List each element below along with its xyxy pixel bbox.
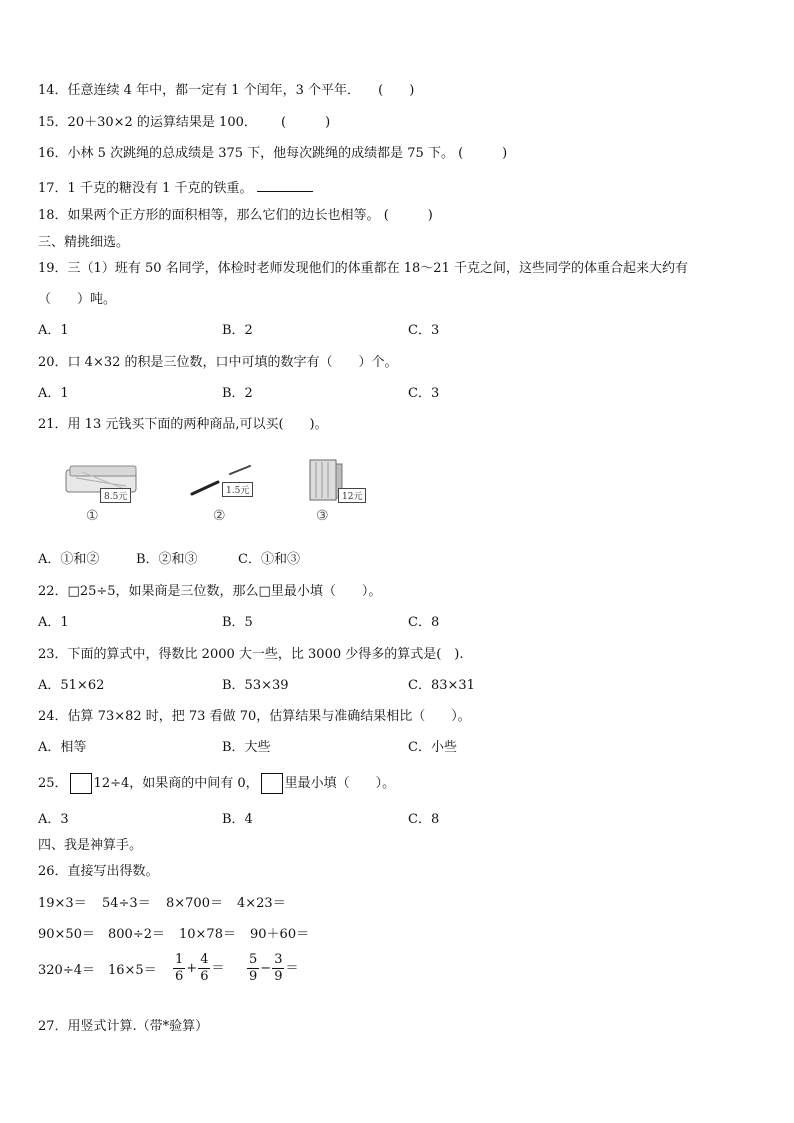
q22-option-c[interactable]: C．8 bbox=[408, 615, 440, 630]
q20-option-c[interactable]: C．3 bbox=[408, 386, 440, 401]
answer-blank-17[interactable] bbox=[257, 177, 313, 192]
question-25-middle: 12÷4，如果商的中间有 0， bbox=[93, 776, 259, 791]
question-17-text: 17．1 千克的糖没有 1 千克的铁重。 bbox=[38, 181, 253, 196]
section-title-3: 三、精挑细选。 bbox=[38, 235, 130, 250]
item-label-3: ③ bbox=[316, 508, 329, 524]
question-14-text: 14．任意连续 4 年中，都一定有 1 个闰年，3 个平年． bbox=[38, 83, 361, 98]
q22-option-b[interactable]: B．5 bbox=[222, 615, 253, 630]
q23-option-c[interactable]: C．83×31 bbox=[408, 678, 475, 693]
q19-option-c[interactable]: C．3 bbox=[408, 323, 440, 338]
fraction: $\frac{1}{6}$ bbox=[175, 952, 184, 984]
calc-item: 800÷2＝ bbox=[108, 927, 165, 942]
question-20: 20．口 4×32 的积是三位数，口中可填的数字有（ ）个。 bbox=[38, 355, 398, 370]
q23-option-b[interactable]: B．53×39 bbox=[222, 678, 289, 693]
question-27: 27．用竖式计算.（带*验算） bbox=[38, 1019, 209, 1034]
q25-option-c[interactable]: C．8 bbox=[408, 812, 440, 827]
q25-option-a[interactable]: A．3 bbox=[38, 812, 69, 827]
q21-option-a[interactable]: A．①和② bbox=[38, 552, 100, 567]
calc-item: 320÷4＝ bbox=[38, 963, 95, 978]
question-25-end: 里最小填（ ）。 bbox=[284, 776, 396, 791]
price-tag-1: 8.5元 bbox=[100, 488, 131, 503]
fraction-expression-1: $\frac{1}{6}$ + $\frac{4}{6}$ ＝ bbox=[175, 952, 225, 984]
question-22: 22．□25÷5，如果商是三位数，那么□里最小填（ ）。 bbox=[38, 584, 382, 599]
question-18-text: 18．如果两个正方形的面积相等，那么它们的边长也相等。 bbox=[38, 208, 380, 223]
q25-option-b[interactable]: B．4 bbox=[222, 812, 253, 827]
question-17 bbox=[38, 177, 313, 198]
answer-blank-16[interactable]: ( ) bbox=[458, 146, 508, 161]
calc-item: 16×5＝ bbox=[108, 963, 157, 978]
price-tag-2: 1.5元 bbox=[222, 482, 253, 497]
question-16 bbox=[38, 145, 507, 163]
question-14 bbox=[38, 82, 414, 100]
question-24: 24．估算 73×82 时，把 73 看做 70，估算结果与准确结果相比（ ）。 bbox=[38, 709, 471, 724]
answer-blank-15[interactable]: ( ) bbox=[281, 115, 331, 130]
calc-item: 19×3＝ bbox=[38, 896, 87, 911]
question-25 bbox=[38, 773, 395, 794]
calc-item: 90＋60＝ bbox=[250, 927, 310, 942]
product-1 bbox=[62, 458, 152, 506]
fraction: $\frac{3}{9}$ bbox=[274, 952, 283, 984]
calc-item: 90×50＝ bbox=[38, 927, 95, 942]
q19-option-a[interactable]: A．1 bbox=[38, 323, 69, 338]
q19-option-b[interactable]: B．2 bbox=[222, 323, 253, 338]
q20-option-a[interactable]: A．1 bbox=[38, 386, 69, 401]
question-26: 26．直接写出得数。 bbox=[38, 864, 159, 879]
product-3 bbox=[308, 456, 388, 506]
calc-item: 10×78＝ bbox=[179, 927, 236, 942]
fraction-expression-2: $\frac{5}{9}$ − $\frac{3}{9}$ ＝ bbox=[249, 952, 299, 984]
calc-item: 8×700＝ bbox=[166, 896, 223, 911]
question-15 bbox=[38, 114, 330, 132]
question-16-text: 16．小林 5 次跳绳的总成绩是 375 下，他每次跳绳的成绩都是 75 下。 bbox=[38, 146, 454, 161]
q24-option-c[interactable]: C．小些 bbox=[408, 740, 457, 755]
digit-box-2[interactable] bbox=[261, 773, 283, 794]
q24-option-b[interactable]: B．大些 bbox=[222, 740, 271, 755]
calc-item: 4×23＝ bbox=[237, 896, 286, 911]
answer-blank-14[interactable]: ( ) bbox=[378, 83, 415, 98]
question-23: 23．下面的算式中，得数比 2000 大一些，比 3000 少得多的算式是( ). bbox=[38, 647, 464, 662]
question-21: 21．用 13 元钱买下面的两种商品,可以买( )。 bbox=[38, 417, 328, 432]
question-19-line2: （ ）吨。 bbox=[38, 292, 117, 307]
product-2 bbox=[188, 464, 268, 504]
q23-option-a[interactable]: A．51×62 bbox=[38, 678, 105, 693]
q22-option-a[interactable]: A．1 bbox=[38, 615, 69, 630]
fraction: $\frac{5}{9}$ bbox=[249, 952, 258, 984]
question-15-text: 15．20＋30×2 的运算结果是 100． bbox=[38, 115, 257, 130]
item-label-2: ② bbox=[213, 508, 226, 524]
question-25-number: 25． bbox=[38, 776, 68, 791]
q24-option-a[interactable]: A．相等 bbox=[38, 740, 87, 755]
q20-option-b[interactable]: B．2 bbox=[222, 386, 253, 401]
q21-option-b[interactable]: B．②和③ bbox=[136, 552, 198, 567]
price-tag-3: 12元 bbox=[338, 488, 366, 503]
answer-blank-18[interactable]: ( ) bbox=[383, 208, 433, 223]
digit-box-1[interactable] bbox=[70, 773, 92, 794]
question-19-line1: 19．三（1）班有 50 名同学，体检时老师发现他们的体重都在 18～21 千克之间，这些同学的体重合起来大约有 bbox=[38, 261, 688, 276]
question-18 bbox=[38, 207, 433, 225]
fraction: $\frac{4}{6}$ bbox=[200, 952, 209, 984]
section-title-4: 四、我是神算手。 bbox=[38, 838, 143, 853]
q21-option-c[interactable]: C．①和③ bbox=[238, 552, 300, 567]
item-label-1: ① bbox=[86, 508, 99, 524]
calc-item: 54÷3＝ bbox=[102, 896, 151, 911]
